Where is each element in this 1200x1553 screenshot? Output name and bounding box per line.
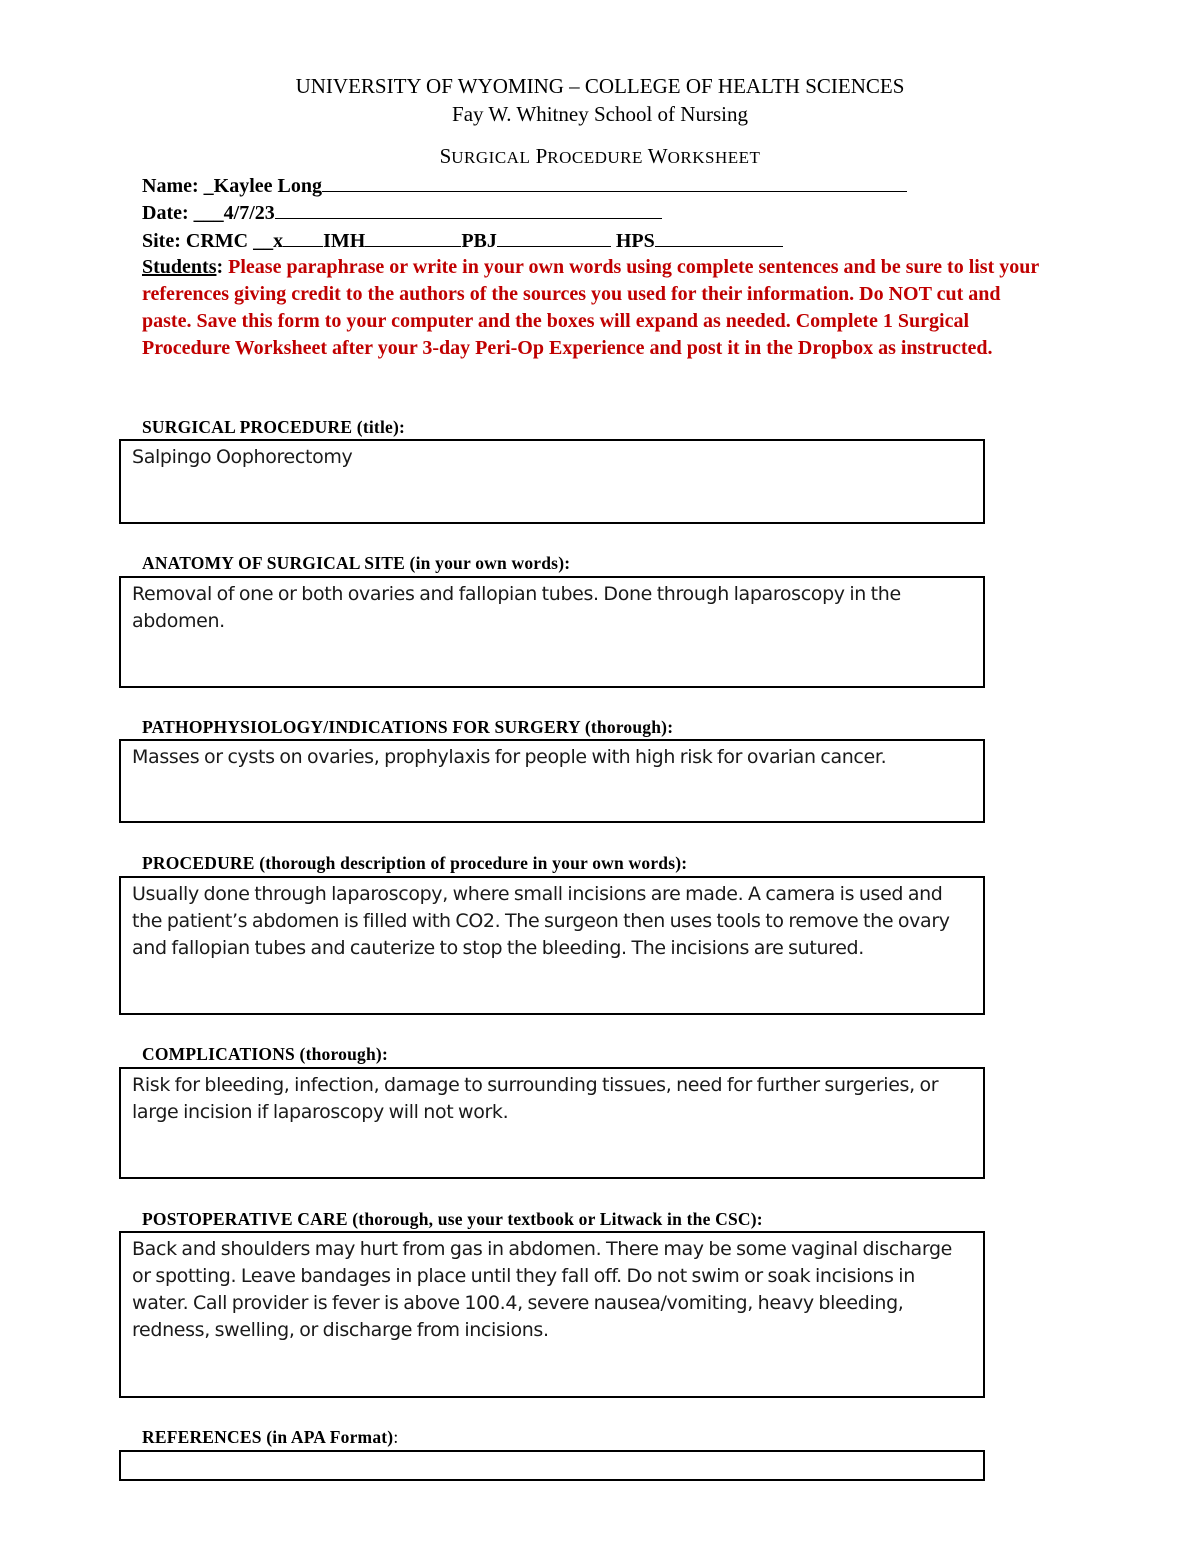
complications-label: COMPLICATIONS (thorough):	[142, 1044, 388, 1064]
anatomy-box[interactable]: Removal of one or both ovaries and fallopian tubes. Done through laparoscopy in the abdomen.	[119, 576, 985, 688]
title-w-cap: W	[647, 144, 668, 168]
site-hps-blank[interactable]	[655, 226, 783, 247]
name-label: Name: _	[142, 175, 214, 197]
name-row	[142, 171, 907, 199]
anatomy-label: ANATOMY OF SURGICAL SITE (in your own words):	[142, 553, 571, 573]
site-pbj: PBJ	[461, 230, 497, 252]
university-heading: UNIVERSITY OF WYOMING – COLLEGE OF HEALTH SCIENCES	[295, 74, 905, 98]
pathophysiology-label: PATHOPHYSIOLOGY/INDICATIONS FOR SURGERY (thorough):	[142, 717, 674, 737]
procedure-box[interactable]: Usually done through laparoscopy, where small incisions are made. A camera is used and the patient’s abdomen is filled with CO2. The surgeon then uses tools to remove the ovary and fallopian tubes and cauterize to stop the bleeding. The incisions are sutured.	[119, 876, 985, 1015]
references-label-colon: :	[393, 1427, 399, 1447]
date-row	[142, 198, 662, 226]
complications-box[interactable]: Risk for bleeding, infection, damage to surrounding tissues, need for further surgeries, or large incision if laparoscopy will not work.	[119, 1067, 985, 1179]
instructions-text: Please paraphrase or write in your own words using complete sentences and be sure to list your references giving credit to the authors of the sources you used for their information. Do NOT cut and paste. Save this form to your computer and the boxes will expand as needed. Complete 1 Surgical Procedure Worksheet after your 3-day Peri-Op Experience and post it in the Dropbox as instructed.	[142, 256, 1039, 359]
date-value[interactable]: 4/7/23	[223, 202, 275, 224]
pathophysiology-box[interactable]: Masses or cysts on ovaries, prophylaxis for people with high risk for ovarian cancer.	[119, 739, 985, 823]
site-crmc-mark[interactable]: x	[273, 230, 284, 252]
postoperative-care-box[interactable]: Back and shoulders may hurt from gas in abdomen. There may be some vaginal discharge or spotting. Leave bandages in place until they fall off. Do not swim or soak incisions in water. Call provider is fever is above 100.4, severe nausea/vomiting, heavy bleeding, redness, swelling, or discharge from incisions.	[119, 1231, 985, 1398]
title-w-rest: ORKSHEET	[667, 148, 761, 167]
site-label: Site: CRMC __	[142, 230, 274, 252]
postoperative-care-label: POSTOPERATIVE CARE (thorough, use your textbook or Litwack in the CSC):	[142, 1209, 763, 1229]
instructions-colon: :	[216, 256, 224, 278]
name-blank	[322, 171, 907, 192]
surgical-procedure-label: SURGICAL PROCEDURE (title):	[142, 417, 406, 437]
title-s-cap: S	[439, 144, 452, 168]
title-s-rest: URGICAL	[451, 148, 531, 167]
procedure-label: PROCEDURE (thorough description of procedure in your own words):	[142, 853, 688, 873]
worksheet-title	[0, 143, 1200, 171]
surgical-procedure-box[interactable]: Salpingo Oophorectomy	[119, 439, 985, 524]
date-label: Date: ___	[142, 202, 224, 224]
site-crmc-blank	[283, 226, 323, 247]
student-instructions	[142, 254, 1042, 362]
instructions-label: Students	[142, 256, 217, 278]
site-imh: IMH	[323, 230, 366, 252]
site-pbj-blank[interactable]	[497, 226, 611, 247]
name-value[interactable]: Kaylee Long	[213, 175, 322, 197]
date-blank	[275, 198, 662, 219]
references-label	[142, 1426, 398, 1448]
title-p-cap: P	[535, 144, 548, 168]
references-label-main: REFERENCES (in APA Format)	[142, 1427, 394, 1447]
site-row	[142, 226, 783, 254]
references-box[interactable]	[119, 1450, 985, 1481]
school-heading: Fay W. Whitney School of Nursing	[452, 102, 748, 126]
title-p-rest: ROCEDURE	[547, 148, 643, 167]
site-hps: HPS	[615, 230, 655, 252]
site-imh-blank[interactable]	[365, 226, 461, 247]
